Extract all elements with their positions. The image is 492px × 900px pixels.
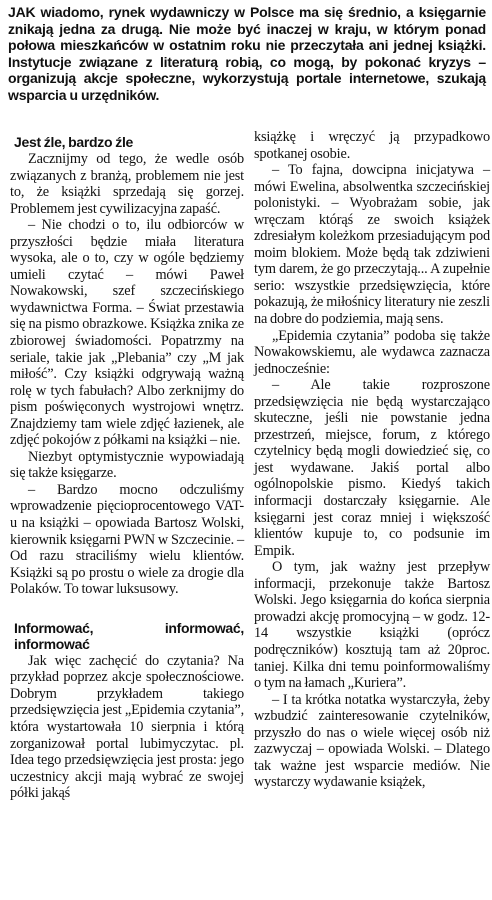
left-column	[10, 134, 244, 802]
section-heading-informowac: Informować, informować, informować	[14, 619, 244, 652]
article-lead: JAK wiadomo, rynek wydawniczy w Polsce ma się średnio, a księgarnie znikają jedna za drugą. Nie może być inaczej w kraju, w którym ponad połowa mieszkańców w ostatnim roku nie przeczytała ani jednej książki. Instytucje związane z literaturą robią, co mogą, by pokonać kryzys – organizują akcje społeczne, wykorzystują portale internetowe, szukają wsparcia u urzędników.	[8, 4, 486, 103]
paragraph: Jak więc zachęcić do czytania? Na przykład poprzez akcje społecznościowe. Dobrym przykładem takiego przedsięwzięcia jest „Epidemia czytania”, która wystartowała 10 sierpnia i którą zorganizował portal lubimyczytac. pl. Idea tego przedsięwzięcia jest prosta: jego uczestnicy akcji mają wybrać ze swojej półki jakąś	[10, 652, 244, 802]
paragraph: O tym, jak ważny jest przepływ informacji, przekonuje także Bartosz Wolski. Jego księgarnia do końca sierpnia prowadzi akcję promocyjną – w godz. 12-14 wszystkie książki (oprócz podręczników) kosztują tam aż 20proc. taniej. Kilka dni temu poinformowaliśmy o tym na łamach „Kuriera”.	[254, 559, 490, 692]
paragraph-continued: książkę i wręczyć ją przypadkowo spotkanej osobie.	[254, 129, 490, 162]
paragraph: – Ale takie rozproszone przedsięwzięcia nie będą wystarczająco skuteczne, jeśli nie powstanie jedna przestrzeń, miejsce, forum, z którego czytelnicy będą mogli dowiedzieć się, co jest wydawane. Jakiś portal albo ogólnopolskie pismo. Kiedyś takich informacji dostarczały księgarnie. Ale księgarni jest coraz mniej i większość klientów kupuje to, co podsunie im Empik.	[254, 377, 490, 559]
right-column	[254, 129, 490, 791]
paragraph: – Nie chodzi o to, ilu odbiorców w przyszłości będzie miała literatura wysoka, ale o to, czy w ogóle będziemy umieli czytać – mówi Paweł Nowakowski, szef szczecińskiego wydawnictwa Forma. – Świat przestawia się na pismo obrazkowe. Książka znika ze zbiorowej świadomości. Popatrzmy na seriale, takie jak „Plebania” czy „M jak miłość”. Czy książki odgrywają ważną rolę w tych fabułach? Albo zerknijmy do pism poświęconych wystrojowi wnętrz. Znajdziemy tam wiele zdjęć łazienek, ale zdjęć pokojów z półkami na książki – nie.	[10, 217, 244, 449]
paragraph: – I ta krótka notatka wystarczyła, żeby wzbudzić zainteresowanie czytelników, przyszło do nas o wiele więcej osób niż zazwyczaj – opowiada Wolski. – Dlatego tak ważne jest wsparcie mediów. Nie wystarczy wydawanie książek,	[254, 691, 490, 791]
paragraph: Niezbyt optymistycznie wypowiadają się także księgarze.	[10, 448, 244, 482]
paragraph: – To fajna, dowcipna inicjatywa – mówi Ewelina, absolwentka szczecińskiej polonistyki. – Wyobrażam sobie, jak wręczam którąś ze swoich książek zdresiałym koleżkom przesiadującym pod moim blokiem. Może będą tak zdziwieni tym darem, że go przeczytają... A zupełnie serio: wszystkie przedsięwzięcia, które pokazują, że miłośnicy literatury nie zeszli na dobre do podziemia, mają sens.	[254, 162, 490, 328]
paragraph: – Bardzo mocno odczuliśmy wprowadzenie pięcioprocentowego VAT-u na książki – opowiada Bartosz Wolski, kierownik księgarni PWN w Szczecinie. – Od razu straciliśmy wielu klientów. Książki są po prostu o wiele za drogie dla Polaków. To towar luksusowy.	[10, 481, 244, 598]
paragraph: „Epidemia czytania” podoba się także Nowakowskiemu, ale wydawca zaznacza jednocześnie:	[254, 327, 490, 377]
section-heading-jest-zle: Jest źle, bardzo źle	[14, 134, 134, 150]
paragraph: Zacznijmy od tego, że wedle osób związanych z branżą, problemem nie jest to, że książki sprzedają się gorzej. Problemem jest cywilizacyjna zapaść.	[10, 151, 244, 217]
